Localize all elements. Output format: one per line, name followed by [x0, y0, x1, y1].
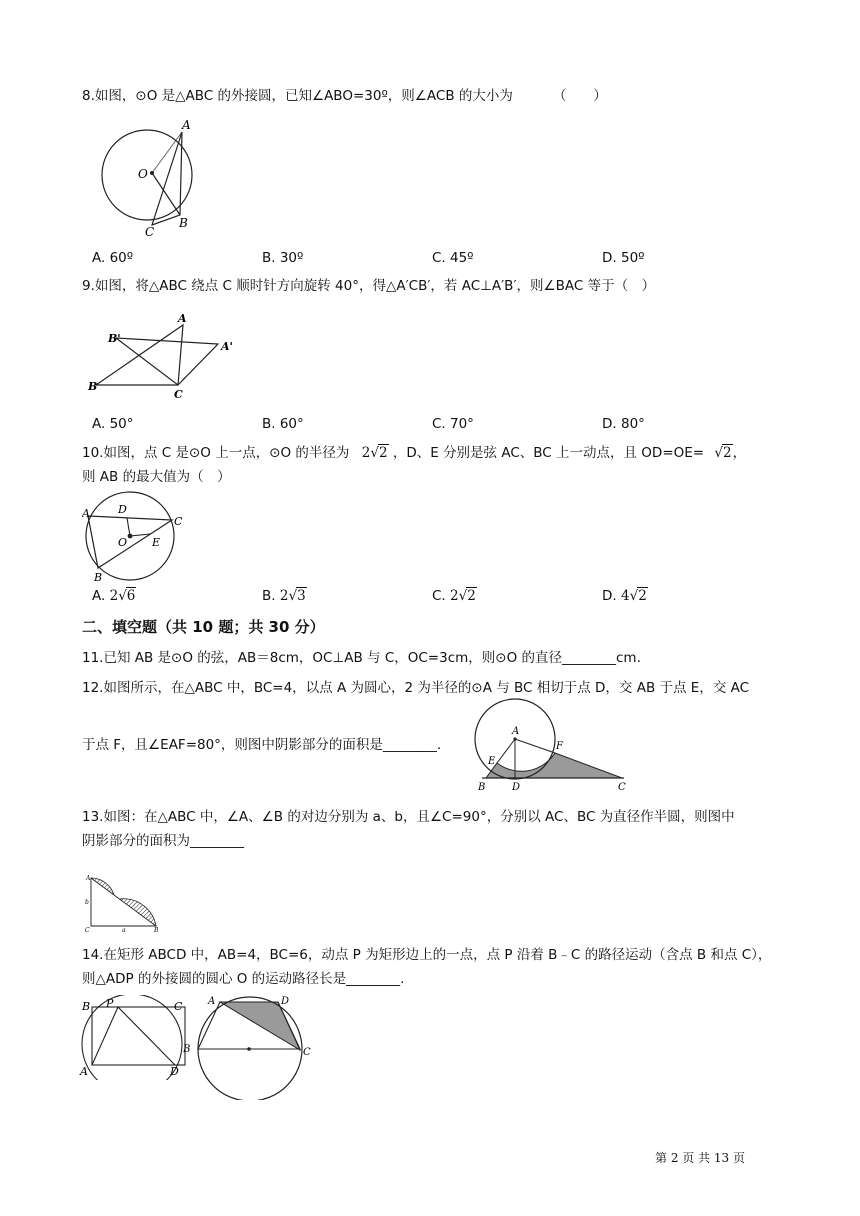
q10-text-b: ，D、E 分别是弦 AC、BC 上一动点，且 OD=OE= — [392, 445, 705, 461]
label-F: F — [556, 741, 563, 752]
label-B-prime: B' — [108, 332, 121, 345]
option-d: D. 4√2 — [602, 588, 647, 604]
option-c: C. 2√2 — [432, 588, 476, 604]
option-d: D. 80° — [602, 416, 645, 432]
q10-text-a: 10.如图，点 C 是⊙O 上一点，⊙O 的半径为 — [82, 445, 350, 461]
figure-q12-tangent — [472, 696, 632, 792]
label-D: D — [170, 1065, 179, 1078]
option-c: C. 45º — [432, 250, 474, 266]
question-8-text — [82, 86, 607, 106]
od-radicand: 2 — [723, 445, 732, 461]
figure-q13-semicircles — [84, 874, 164, 934]
label-A: A — [178, 312, 187, 325]
label-B: B — [88, 380, 98, 393]
option-b: B. 30º — [262, 250, 304, 266]
answer-paren: （ ） — [552, 88, 607, 104]
label-C: C — [145, 225, 155, 239]
option-c: C. 70° — [432, 416, 474, 432]
label-C: C — [85, 927, 90, 934]
label-B: B — [154, 927, 159, 934]
question-9-text: 9.如图，将△ABC 绕点 C 顺时针方向旋转 40°，得△A′CB′，若 AC⊥A′B′，则∠BAC 等于（ ） — [82, 278, 656, 294]
option-d: D. 50º — [602, 250, 645, 266]
label-B: B — [478, 782, 486, 792]
label-D: D — [281, 996, 290, 1007]
option-a: A. 60º — [92, 250, 134, 266]
question-11-text: 11.已知 AB 是⊙O 的弦，AB＝8cm，OC⊥AB 与 C，OC=3cm，则⊙O 的直径________cm. — [82, 650, 641, 666]
label-O: O — [138, 167, 148, 181]
option-d-label: D. — [602, 588, 621, 604]
label-B: B — [82, 1000, 91, 1013]
option-b-coef: 2 — [279, 588, 289, 604]
question-14-line2: 则△ADP 的外接圆的圆心 O 的运动路径长是________. — [82, 971, 405, 987]
label-A: A — [512, 726, 520, 737]
radius-radicand: 2 — [378, 445, 388, 461]
question-13-line2: 阴影部分的面积为________ — [82, 833, 244, 849]
label-b: b — [85, 899, 89, 906]
figure-q8-circle — [100, 115, 200, 240]
option-b-label: B. — [262, 588, 280, 604]
question-8-stem: 8.如图，⊙O 是△ABC 的外接圆，已知∠ABO=30º，则∠ACB 的大小为 — [82, 88, 513, 104]
label-A-prime: A' — [221, 340, 233, 353]
label-A: A — [86, 875, 91, 882]
label-D: D — [512, 782, 521, 792]
label-C: C — [618, 782, 626, 792]
option-c-radicand: 2 — [467, 588, 476, 604]
label-B: B — [179, 216, 188, 230]
label-E: E — [152, 536, 161, 549]
option-b: B. 60° — [262, 416, 304, 432]
question-12-line2: 于点 F，且∠EAF=80°，则图中阴影部分的面积是________. — [82, 737, 442, 753]
option-a-radicand: 6 — [126, 588, 136, 604]
option-b: B. 2√3 — [262, 588, 306, 604]
option-a-label: A. — [92, 588, 110, 604]
question-12-line1: 12.如图所示，在△ABC 中，BC=4，以点 A 为圆心，2 为半径的⊙A 与 BC 相切于点 D，交 AB 于点 E，交 AC — [82, 680, 750, 696]
label-C: C — [174, 1000, 183, 1013]
figure-q9-rotation — [86, 310, 246, 405]
option-c-label: C. — [432, 588, 451, 604]
label-A: A — [182, 118, 191, 132]
q10-text-c: ， — [732, 445, 747, 461]
label-A: A — [208, 996, 216, 1007]
option-a-coef: 2 — [109, 588, 119, 604]
label-E: E — [488, 756, 496, 767]
option-a: A. 50° — [92, 416, 134, 432]
label-C: C — [174, 515, 183, 528]
question-10-line2: 则 AB 的最大值为（ ） — [82, 469, 231, 485]
section-title: 二、填空题（共 10 题；共 30 分） — [82, 618, 325, 636]
label-C: C — [303, 1047, 311, 1058]
label-D: D — [118, 503, 127, 516]
figure-q10-circle — [82, 490, 192, 585]
option-d-radicand: 2 — [638, 588, 647, 604]
radius-coef: 2 — [361, 445, 371, 461]
option-a: A. 2√6 — [92, 588, 136, 604]
question-14-line1: 14.在矩形 ABCD 中，AB=4，BC=6，动点 P 为矩形边上的一点，点 P 沿着 B﹣C 的路径运动（含点 B 和点 C）， — [82, 947, 772, 963]
question-13-line1: 13.如图：在△ABC 中，∠A、∠B 的对边分别为 a、b，且∠C=90°，分别以 AC、BC 为直径作半圆，则图中 — [82, 809, 735, 825]
label-P: P — [106, 997, 114, 1010]
label-B: B — [183, 1044, 191, 1055]
label-C: C — [174, 388, 183, 401]
option-b-radicand: 3 — [297, 588, 306, 604]
label-B: B — [94, 571, 103, 584]
question-10-line1: 10.如图，点 C 是⊙O 上一点，⊙O 的半径为 2√2 ，D、E 分别是弦 AC、BC 上一动点，且 OD=OE= √2， — [82, 445, 747, 461]
option-c-coef: 2 — [450, 588, 459, 604]
label-A: A — [80, 1065, 88, 1078]
figure-q14-circle — [180, 992, 320, 1100]
label-a: a — [122, 927, 126, 934]
label-O: O — [118, 536, 128, 549]
page-number: 第 2 页 共 13 页 — [655, 1151, 745, 1165]
option-d-coef: 4 — [620, 588, 630, 604]
label-A: A — [82, 507, 90, 520]
